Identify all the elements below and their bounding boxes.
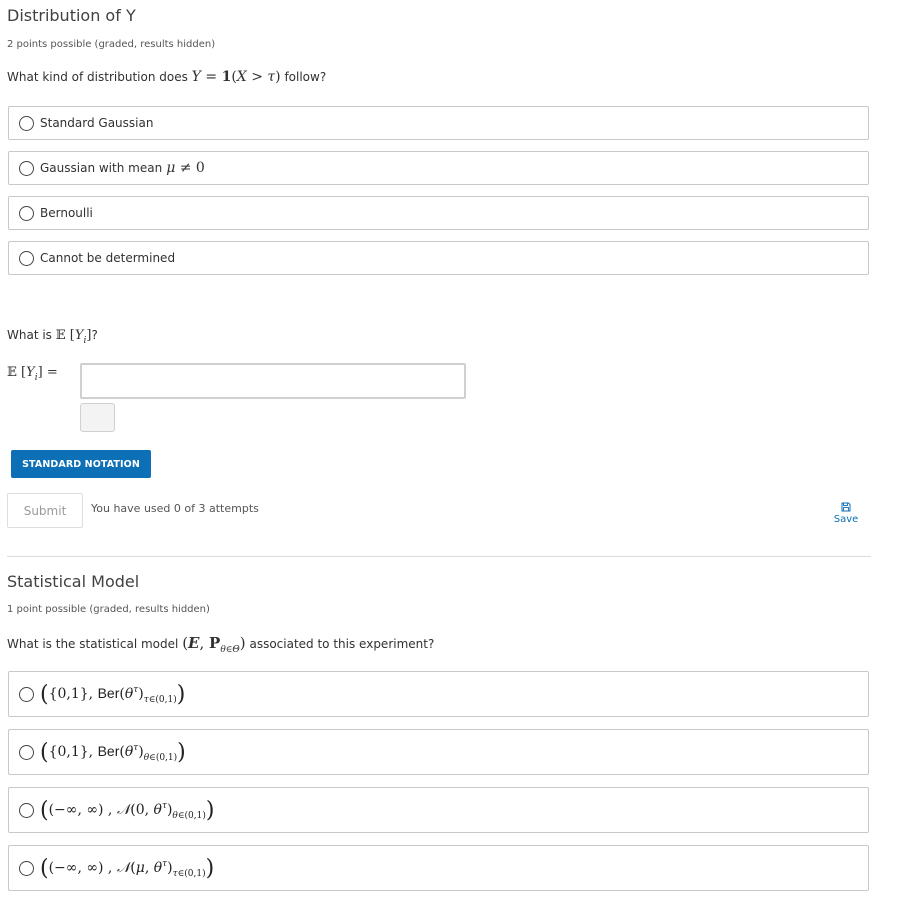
model-option-2[interactable]	[8, 729, 869, 775]
model-option-4[interactable]	[8, 845, 869, 891]
model-option-1[interactable]	[8, 671, 869, 717]
option-bernoulli[interactable]	[8, 196, 869, 230]
problem2-question-math: (E, $P_{\theta\in\Theta}$)	[182, 634, 246, 655]
standard-notation-button[interactable]: STANDARD NOTATION	[11, 450, 151, 478]
radio-icon[interactable]	[19, 803, 34, 818]
model-option-3[interactable]	[8, 787, 869, 833]
question2-suffix: ?	[91, 328, 98, 342]
option-math: μ ≠ 0	[166, 160, 205, 176]
question-text	[7, 69, 326, 85]
option-label: Standard Gaussian	[40, 116, 154, 130]
problem2-question-suffix: associated to this experiment?	[249, 637, 435, 651]
model-option-math: ({0,1}, $Ber(\theta^\tau)_{\theta\in(0,1)}$)	[40, 739, 186, 765]
radio-icon[interactable]	[19, 251, 34, 266]
option-gaussian-mean[interactable]	[8, 151, 869, 185]
radio-icon[interactable]	[19, 861, 34, 876]
submit-button[interactable]: Submit	[7, 493, 83, 528]
model-option-math: ((−∞, ∞) , 𝒩(μ, $\theta^\tau)_{\tau\in(0,1)}$)	[40, 855, 215, 881]
question-prefix: What kind of distribution does	[7, 70, 188, 84]
problem2-question-prefix: What is the statistical model	[7, 637, 179, 651]
radio-icon[interactable]	[19, 206, 34, 221]
input-label: 𝔼 $[Y_i]$ =	[7, 365, 58, 383]
option-label: Gaussian with mean	[40, 161, 163, 175]
question2-prefix: What is	[7, 328, 52, 342]
radio-icon[interactable]	[19, 116, 34, 131]
question2-math: 𝔼 $[Y_i]$	[55, 328, 92, 346]
question2-text	[7, 328, 98, 346]
problem2-meta: 1 point possible (graded, results hidden)	[7, 604, 210, 615]
section-divider	[7, 556, 871, 557]
model-option-math: ((−∞, ∞) , 𝒩(0, $\theta^\tau)_{\theta\in(0,1)}$)	[40, 797, 215, 823]
question-math: Y = 1(X > τ)	[191, 69, 281, 85]
problem2-title: Statistical Model	[7, 572, 140, 591]
save-icon	[841, 502, 851, 512]
problem-meta: 2 points possible (graded, results hidden)	[7, 39, 216, 50]
problem-title: Distribution of Y	[7, 6, 136, 25]
radio-icon[interactable]	[19, 745, 34, 760]
option-label: Cannot be determined	[40, 251, 176, 265]
question-suffix: follow?	[284, 70, 327, 84]
model-option-math: ({0,1}, $Ber(\theta^\tau)_{\tau\in(0,1)}$)	[40, 681, 186, 707]
answer-preview	[80, 403, 115, 432]
save-button[interactable]	[826, 502, 866, 525]
answer-input[interactable]	[80, 363, 466, 399]
option-label: Bernoulli	[40, 206, 93, 220]
problem2-question	[7, 634, 434, 655]
option-standard-gaussian[interactable]	[8, 106, 869, 140]
radio-icon[interactable]	[19, 687, 34, 702]
attempts-text: You have used 0 of 3 attempts	[91, 502, 259, 515]
radio-icon[interactable]	[19, 161, 34, 176]
save-label: Save	[833, 514, 859, 525]
option-cannot-be-determined[interactable]	[8, 241, 869, 275]
